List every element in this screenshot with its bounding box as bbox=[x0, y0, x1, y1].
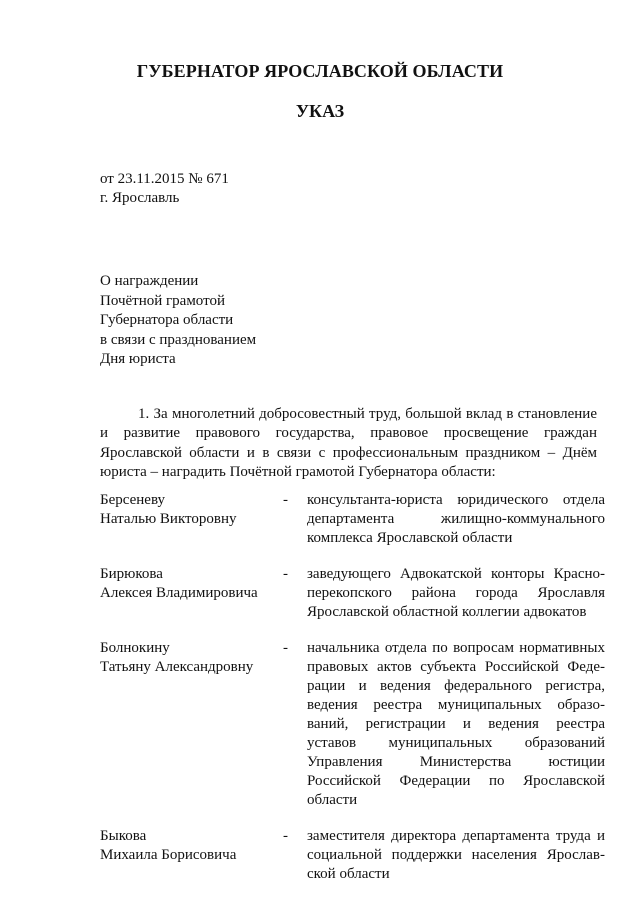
awardee-entry bbox=[100, 565, 605, 622]
awardee-given-names: Алексея Владимировича bbox=[100, 585, 258, 601]
awardee-surname: Бирюкова bbox=[100, 566, 163, 582]
issue-city: г. Ярославль bbox=[100, 190, 180, 206]
awardee-surname: Болнокину bbox=[100, 640, 170, 656]
position-line: Управления Министерства юстиции bbox=[307, 754, 605, 770]
position-line: Ярославской областной коллегии адвокатов bbox=[307, 604, 587, 620]
awardee-entry bbox=[100, 639, 605, 810]
position-line: заведующего Адвокатской конторы Красно- bbox=[307, 566, 605, 582]
awardee-position bbox=[307, 491, 605, 548]
separator-dash: - bbox=[283, 640, 288, 656]
subject-line: О награждении bbox=[100, 273, 199, 289]
awardee-entry bbox=[100, 827, 605, 884]
awardee-name bbox=[100, 565, 283, 603]
subject-line: Почётной грамотой bbox=[100, 292, 225, 309]
position-line: социальной поддержки населения Ярослав- bbox=[307, 847, 605, 863]
awardee-position bbox=[307, 639, 605, 810]
position-line: начальника отдела по вопросам нормативных bbox=[307, 640, 605, 656]
position-line: ведения реестра муниципальных образо- bbox=[307, 697, 605, 713]
document-meta bbox=[100, 170, 229, 208]
document-subject bbox=[100, 272, 256, 370]
position-line: Российской Федерации по Ярославской bbox=[307, 773, 605, 789]
subject-line: Губернатора области bbox=[100, 312, 234, 328]
awardee-position bbox=[307, 827, 605, 884]
awardees-list bbox=[100, 491, 605, 884]
awardee-surname: Быкова bbox=[100, 828, 147, 844]
position-line: области bbox=[307, 792, 358, 808]
position-line: уставов муниципальных образований bbox=[307, 735, 605, 751]
separator-dash: - bbox=[283, 492, 288, 508]
position-line: правовых актов субъекта Российской Феде- bbox=[307, 659, 605, 675]
position-line: комплекса Ярославской области bbox=[307, 530, 513, 546]
issuing-authority-heading: ГУБЕРНАТОР ЯРОСЛАВСКОЙ ОБЛАСТИ bbox=[136, 61, 504, 81]
separator-dash: - bbox=[283, 828, 288, 844]
position-line: перекопского района города Ярославля bbox=[307, 585, 605, 601]
awardee-given-names: Михаила Борисовича bbox=[100, 847, 237, 863]
awardee-name bbox=[100, 827, 283, 865]
awardee-name bbox=[100, 639, 283, 677]
position-line: ской области bbox=[307, 866, 390, 882]
awardee-given-names: Татьяну Александровну bbox=[100, 659, 254, 675]
separator-dash: - bbox=[283, 566, 288, 582]
subject-line: Дня юриста bbox=[100, 351, 176, 367]
position-line: рации и ведения федерального регистра, bbox=[307, 678, 605, 694]
date-and-number: от 23.11.2015 № 671 bbox=[100, 171, 229, 187]
awardee-given-names: Наталью Викторовну bbox=[100, 511, 237, 527]
position-line: заместителя директора департамента труда и bbox=[307, 828, 605, 844]
position-line: департамента жилищно-коммунального bbox=[307, 511, 605, 527]
document-type-heading: УКАЗ bbox=[295, 101, 345, 121]
awardee-position bbox=[307, 565, 605, 622]
awardee-entry bbox=[100, 491, 605, 548]
position-line: ваний, регистрации и ведения реестра bbox=[307, 716, 605, 732]
awardee-name bbox=[100, 491, 283, 529]
position-line: консультанта-юриста юридического отдела bbox=[307, 492, 605, 508]
awardee-surname: Берсеневу bbox=[100, 492, 166, 508]
subject-line: в связи с празднованием bbox=[100, 331, 257, 348]
decree-paragraph-1: 1. За многолетний добросовестный труд, большой вклад в становление и развитие правового государства, правовое просвещение граждан Ярославской области и в связи с профессиональным праздником – Днём юриста – наградить Почётной грамотой Губернатора области: bbox=[100, 406, 597, 481]
